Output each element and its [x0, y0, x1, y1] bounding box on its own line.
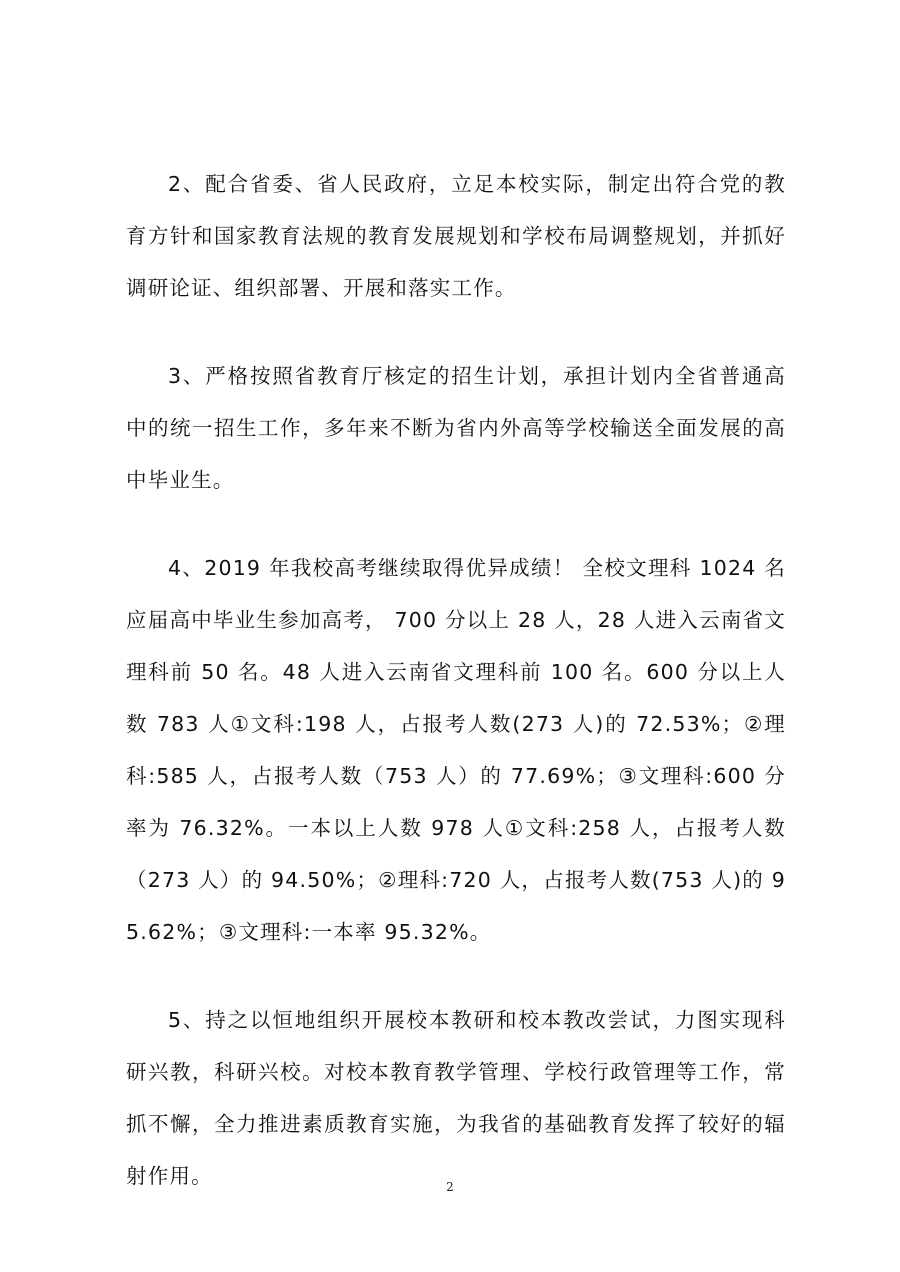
paragraph-item-4: 4、2019 年我校高考继续取得优异成绩！ 全校文理科 1024 名应届高中毕业生参加高考， 700 分以上 28 人，28 人进入云南省文理科前 50 名。48 人进入云南省文理科前 100 名。600 分以上人数 783 人①文科:198 人，占报考人数(273 人)的 72.53%；②理科:585 人，占报考人数（753 人）的 77.69%；③文理科:600 分率为 76.32%。一本以上人数 978 人①文科:258 人，占报考人数（273 人）的 94.50%；②理科:720 人，占报考人数(753 人)的 95.62%；③文理科:一本率 95.32%。 — [126, 556, 786, 944]
paragraph-item-3: 3、严格按照省教育厅核定的招生计划，承担计划内全省普通高中的统一招生工作，多年来不断为省内外高等学校输送全面发展的高中毕业生。 — [126, 364, 786, 492]
page-number: 2 — [446, 1180, 454, 1194]
document-body — [126, 158, 786, 1238]
paragraph-item-5: 5、持之以恒地组织开展校本教研和校本教改尝试，力图实现科研兴教，科研兴校。对校本教育教学管理、学校行政管理等工作，常抓不懈，全力推进素质教育实施，为我省的基础教育发挥了较好的辐射作用。 — [126, 1008, 786, 1188]
paragraph-item-2: 2、配合省委、省人民政府，立足本校实际，制定出符合党的教育方针和国家教育法规的教育发展规划和学校布局调整规划，并抓好调研论证、组织部署、开展和落实工作。 — [126, 172, 786, 300]
